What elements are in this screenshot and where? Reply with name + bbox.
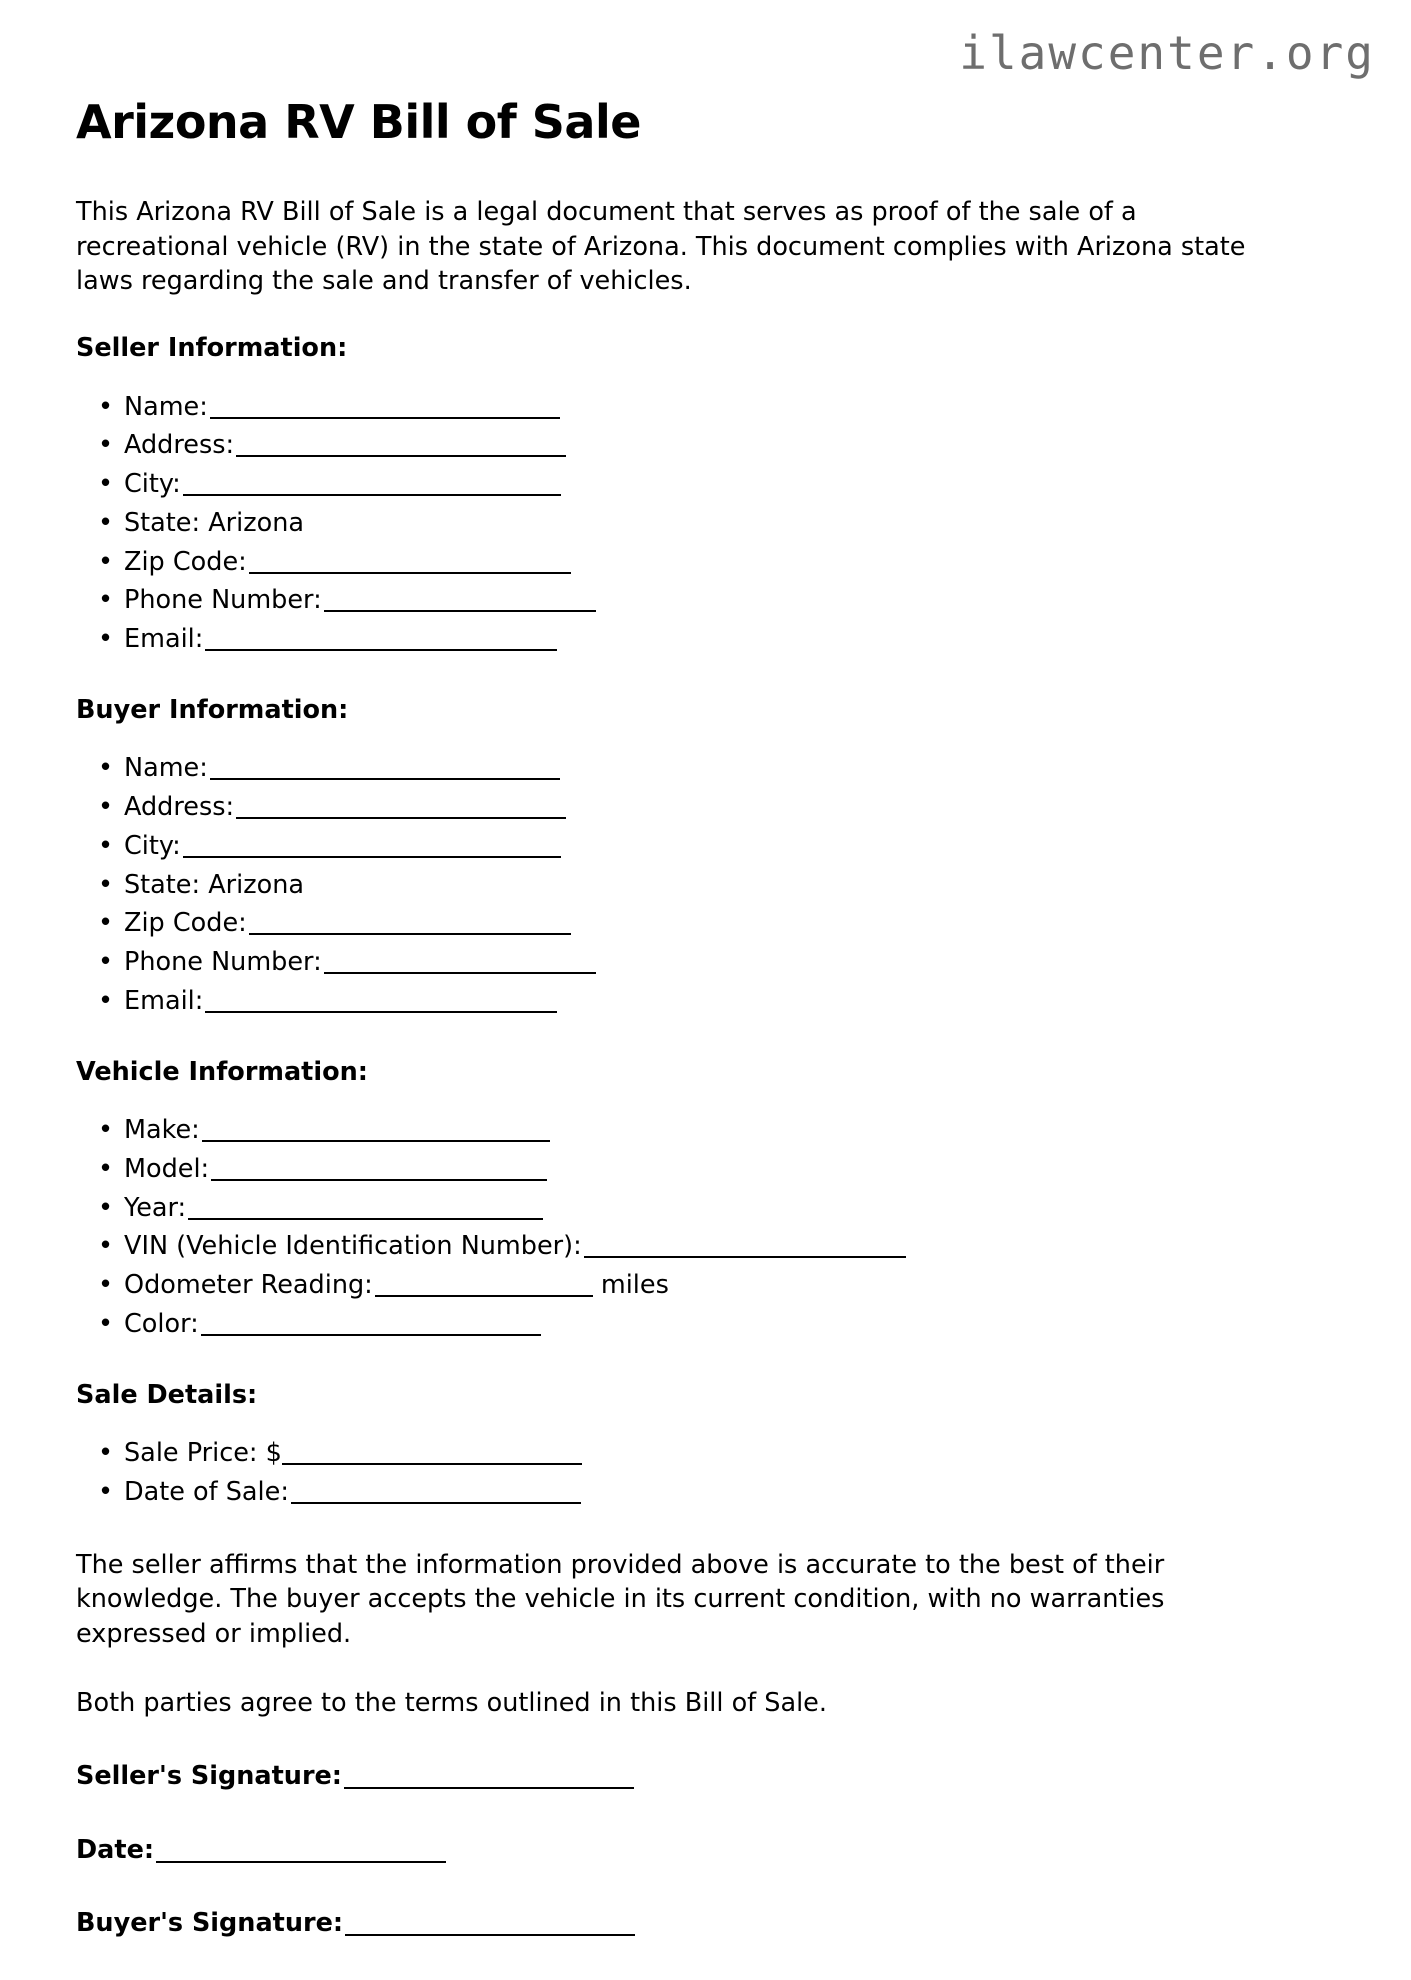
field-blank-line[interactable]	[202, 1140, 550, 1142]
field-label: City:	[124, 830, 181, 861]
field-row	[124, 581, 1266, 620]
field-blank-line[interactable]	[249, 933, 571, 935]
signature-row	[76, 1907, 1266, 1940]
field-label: Phone Number:	[124, 585, 322, 616]
field-row	[124, 388, 1266, 427]
signature-block	[76, 1760, 1266, 1939]
signature-row	[76, 1760, 1266, 1793]
sections-container	[76, 333, 1266, 1512]
field-label: Address:	[124, 430, 235, 461]
field-row	[124, 1434, 1266, 1473]
field-blank-line[interactable]	[205, 649, 557, 651]
field-blank-line[interactable]	[236, 455, 566, 457]
field-label: Email:	[124, 985, 204, 1016]
field-label: State:	[124, 507, 201, 538]
field-row	[124, 788, 1266, 827]
signature-blank-line[interactable]	[345, 1934, 635, 1936]
field-value: Arizona	[200, 869, 304, 900]
field-label: Name:	[124, 753, 208, 784]
field-row	[124, 827, 1266, 866]
page-title: Arizona RV Bill of Sale	[76, 95, 641, 149]
field-label: Model:	[124, 1153, 210, 1184]
section-heading: Buyer Information:	[76, 694, 349, 725]
field-label: Date of Sale:	[124, 1477, 289, 1508]
field-blank-line[interactable]	[210, 778, 560, 780]
section-heading: Seller Information:	[76, 332, 348, 363]
signature-blank-line[interactable]	[344, 1787, 634, 1789]
intro-paragraph: This Arizona RV Bill of Sale is a legal document that serves as proof of the sale of a recreational vehicle (RV) in the state of Arizona. This document complies with Arizona state laws regarding the sale and transfer of vehicles.	[76, 196, 1246, 297]
field-label: Color:	[124, 1308, 199, 1339]
field-row	[124, 982, 1266, 1021]
field-row	[124, 1150, 1266, 1189]
signature-label: Date:	[76, 1834, 155, 1865]
field-row	[124, 1473, 1266, 1512]
field-blank-line[interactable]	[188, 1218, 543, 1220]
field-list	[76, 749, 1266, 1020]
field-blank-line[interactable]	[183, 856, 561, 858]
field-row	[124, 1266, 1266, 1305]
field-row	[124, 426, 1266, 465]
affirmation-paragraph: The seller affirms that the information provided above is accurate to the best of their knowledge. The buyer accepts the vehicle in its current condition, with no warranties expressed or implied.	[76, 1549, 1165, 1650]
field-blank-line[interactable]	[324, 972, 596, 974]
section-heading: Vehicle Information:	[76, 1056, 368, 1087]
field-list	[76, 388, 1266, 659]
field-blank-line[interactable]	[205, 1011, 557, 1013]
field-value: Arizona	[200, 507, 304, 538]
field-blank-line[interactable]	[375, 1295, 593, 1297]
field-blank-line[interactable]	[183, 494, 561, 496]
field-label: Address:	[124, 792, 235, 823]
field-suffix: miles	[592, 1270, 669, 1301]
field-label: Sale Price: $	[124, 1438, 282, 1469]
field-row	[124, 465, 1266, 504]
field-label: State:	[124, 869, 201, 900]
signature-label: Buyer's Signature:	[76, 1907, 344, 1938]
site-watermark: ilawcenter.org	[959, 26, 1375, 80]
field-label: Odometer Reading:	[124, 1270, 373, 1301]
signature-blank-line[interactable]	[156, 1861, 446, 1863]
field-row	[124, 904, 1266, 943]
field-row	[124, 1305, 1266, 1344]
field-blank-line[interactable]	[236, 817, 566, 819]
agreement-paragraph: Both parties agree to the terms outlined in this Bill of Sale.	[76, 1687, 827, 1718]
field-label: Zip Code:	[124, 908, 247, 939]
field-row	[124, 866, 1266, 905]
field-label: Make:	[124, 1115, 200, 1146]
field-list	[76, 1111, 1266, 1344]
section-heading: Sale Details:	[76, 1379, 258, 1410]
field-blank-line[interactable]	[210, 417, 560, 419]
field-label: Email:	[124, 624, 204, 654]
field-row	[124, 1189, 1266, 1228]
field-blank-line[interactable]	[324, 610, 596, 612]
field-row	[124, 543, 1266, 582]
document-content	[76, 96, 1266, 1980]
field-row	[124, 943, 1266, 982]
field-blank-line[interactable]	[249, 572, 571, 574]
field-blank-line[interactable]	[282, 1463, 582, 1465]
field-label: VIN (Vehicle Identification Number):	[124, 1231, 582, 1262]
signature-label: Seller's Signature:	[76, 1761, 343, 1792]
field-label: Zip Code:	[124, 546, 247, 577]
field-list	[76, 1434, 1266, 1512]
field-label: Name:	[124, 391, 208, 422]
field-blank-line[interactable]	[211, 1179, 547, 1181]
field-blank-line[interactable]	[584, 1256, 906, 1258]
field-row	[124, 749, 1266, 788]
field-row	[124, 620, 1266, 659]
field-label: Phone Number:	[124, 947, 322, 978]
field-label: Year:	[124, 1192, 187, 1223]
field-row	[124, 504, 1266, 543]
signature-row	[76, 1834, 1266, 1867]
field-row	[124, 1111, 1266, 1150]
field-row	[124, 1227, 1266, 1266]
field-blank-line[interactable]	[201, 1334, 541, 1336]
field-label: City:	[124, 469, 181, 499]
field-blank-line[interactable]	[291, 1502, 581, 1504]
